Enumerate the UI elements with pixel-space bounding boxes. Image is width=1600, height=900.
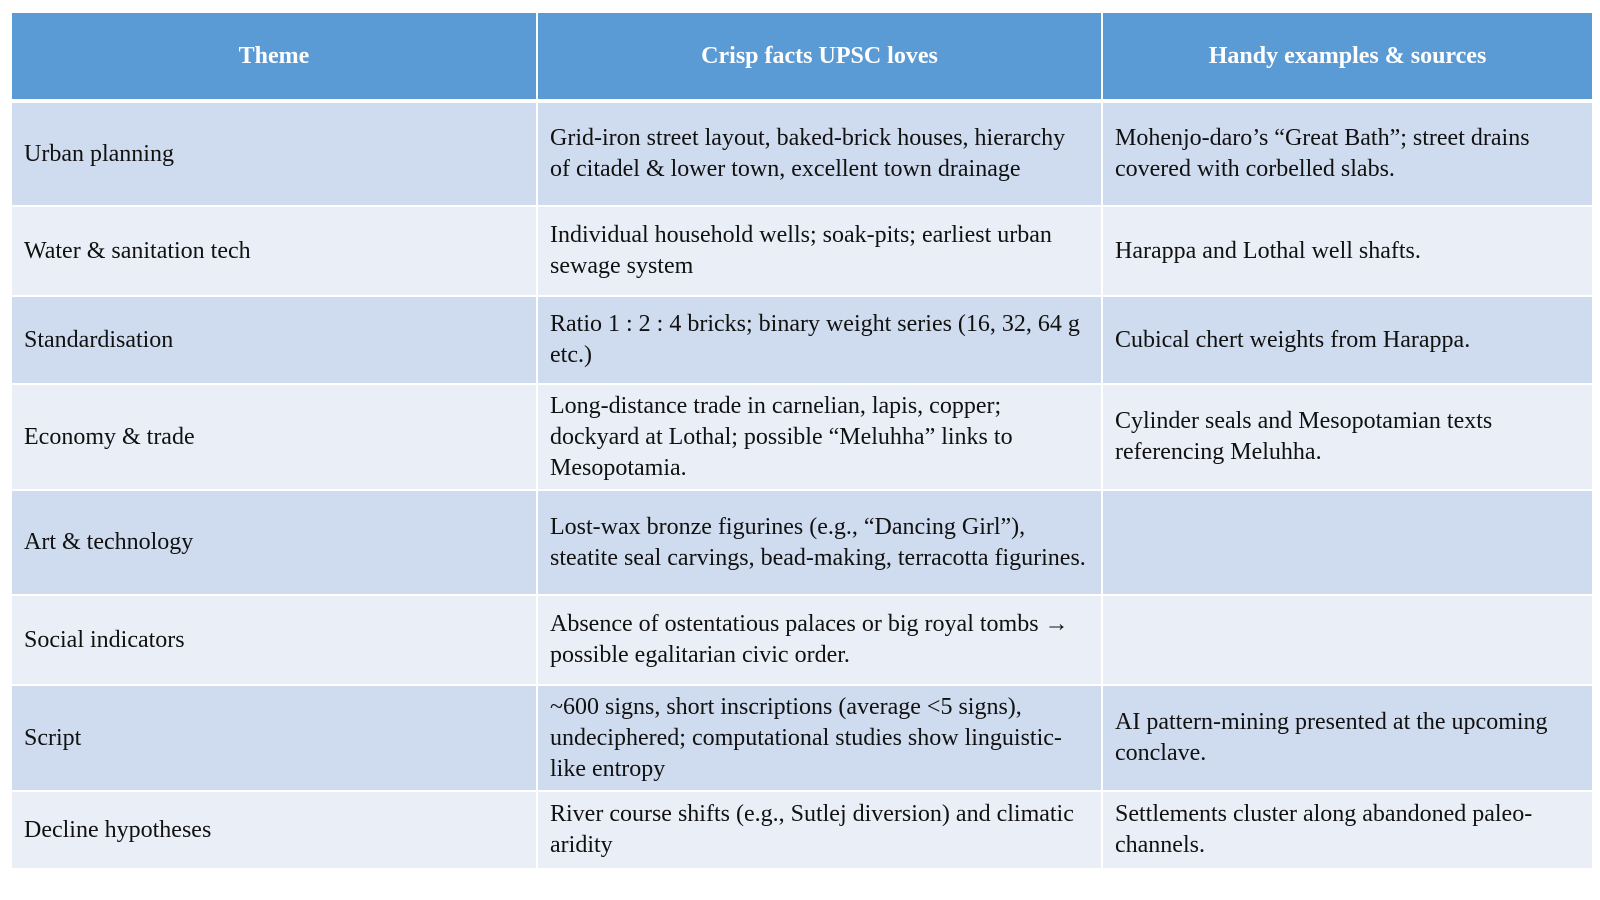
cell-examples (1102, 595, 1592, 685)
cell-theme: Standardisation (12, 296, 537, 384)
cell-examples: Cylinder seals and Mesopotamian texts referencing Meluhha. (1102, 384, 1592, 490)
table-row (12, 490, 1592, 595)
cell-facts: ~600 signs, short inscriptions (average <5 signs), undeciphered; computational studies show linguistic-like entropy (537, 685, 1102, 791)
table-row (12, 791, 1592, 869)
cell-theme: Economy & trade (12, 384, 537, 490)
cell-facts: River course shifts (e.g., Sutlej diversion) and climatic aridity (537, 791, 1102, 869)
cell-facts: Grid-iron street layout, baked-brick houses, hierarchy of citadel & lower town, excellent town drainage (537, 101, 1102, 206)
cell-theme: Urban planning (12, 101, 537, 206)
cell-theme: Decline hypotheses (12, 791, 537, 869)
cell-examples: Cubical chert weights from Harappa. (1102, 296, 1592, 384)
table-row (12, 595, 1592, 685)
table-row (12, 206, 1592, 296)
header-facts: Crisp facts UPSC loves (537, 13, 1102, 101)
table-row (12, 296, 1592, 384)
table-row (12, 685, 1592, 791)
cell-examples: Settlements cluster along abandoned paleo-channels. (1102, 791, 1592, 869)
cell-facts: Absence of ostentatious palaces or big royal tombs → possible egalitarian civic order. (537, 595, 1102, 685)
table-container (12, 13, 1592, 870)
table-header (12, 13, 1592, 101)
cell-theme: Art & technology (12, 490, 537, 595)
cell-facts: Ratio 1 : 2 : 4 bricks; binary weight series (16, 32, 64 g etc.) (537, 296, 1102, 384)
header-theme: Theme (12, 13, 537, 101)
cell-facts: Long-distance trade in carnelian, lapis, copper; dockyard at Lothal; possible “Meluhha” links to Mesopotamia. (537, 384, 1102, 490)
cell-examples: Harappa and Lothal well shafts. (1102, 206, 1592, 296)
cell-examples (1102, 490, 1592, 595)
header-row (12, 13, 1592, 101)
table-row (12, 101, 1592, 206)
cell-theme: Social indicators (12, 595, 537, 685)
cell-facts: Individual household wells; soak-pits; earliest urban sewage system (537, 206, 1102, 296)
cell-facts: Lost-wax bronze figurines (e.g., “Dancing Girl”), steatite seal carvings, bead-making, terracotta figurines. (537, 490, 1102, 595)
cell-examples: Mohenjo-daro’s “Great Bath”; street drains covered with corbelled slabs. (1102, 101, 1592, 206)
indus-facts-table (12, 13, 1592, 870)
cell-examples: AI pattern-mining presented at the upcoming conclave. (1102, 685, 1592, 791)
header-examples: Handy examples & sources (1102, 13, 1592, 101)
cell-theme: Water & sanitation tech (12, 206, 537, 296)
cell-theme: Script (12, 685, 537, 791)
table-body (12, 101, 1592, 869)
table-row (12, 384, 1592, 490)
